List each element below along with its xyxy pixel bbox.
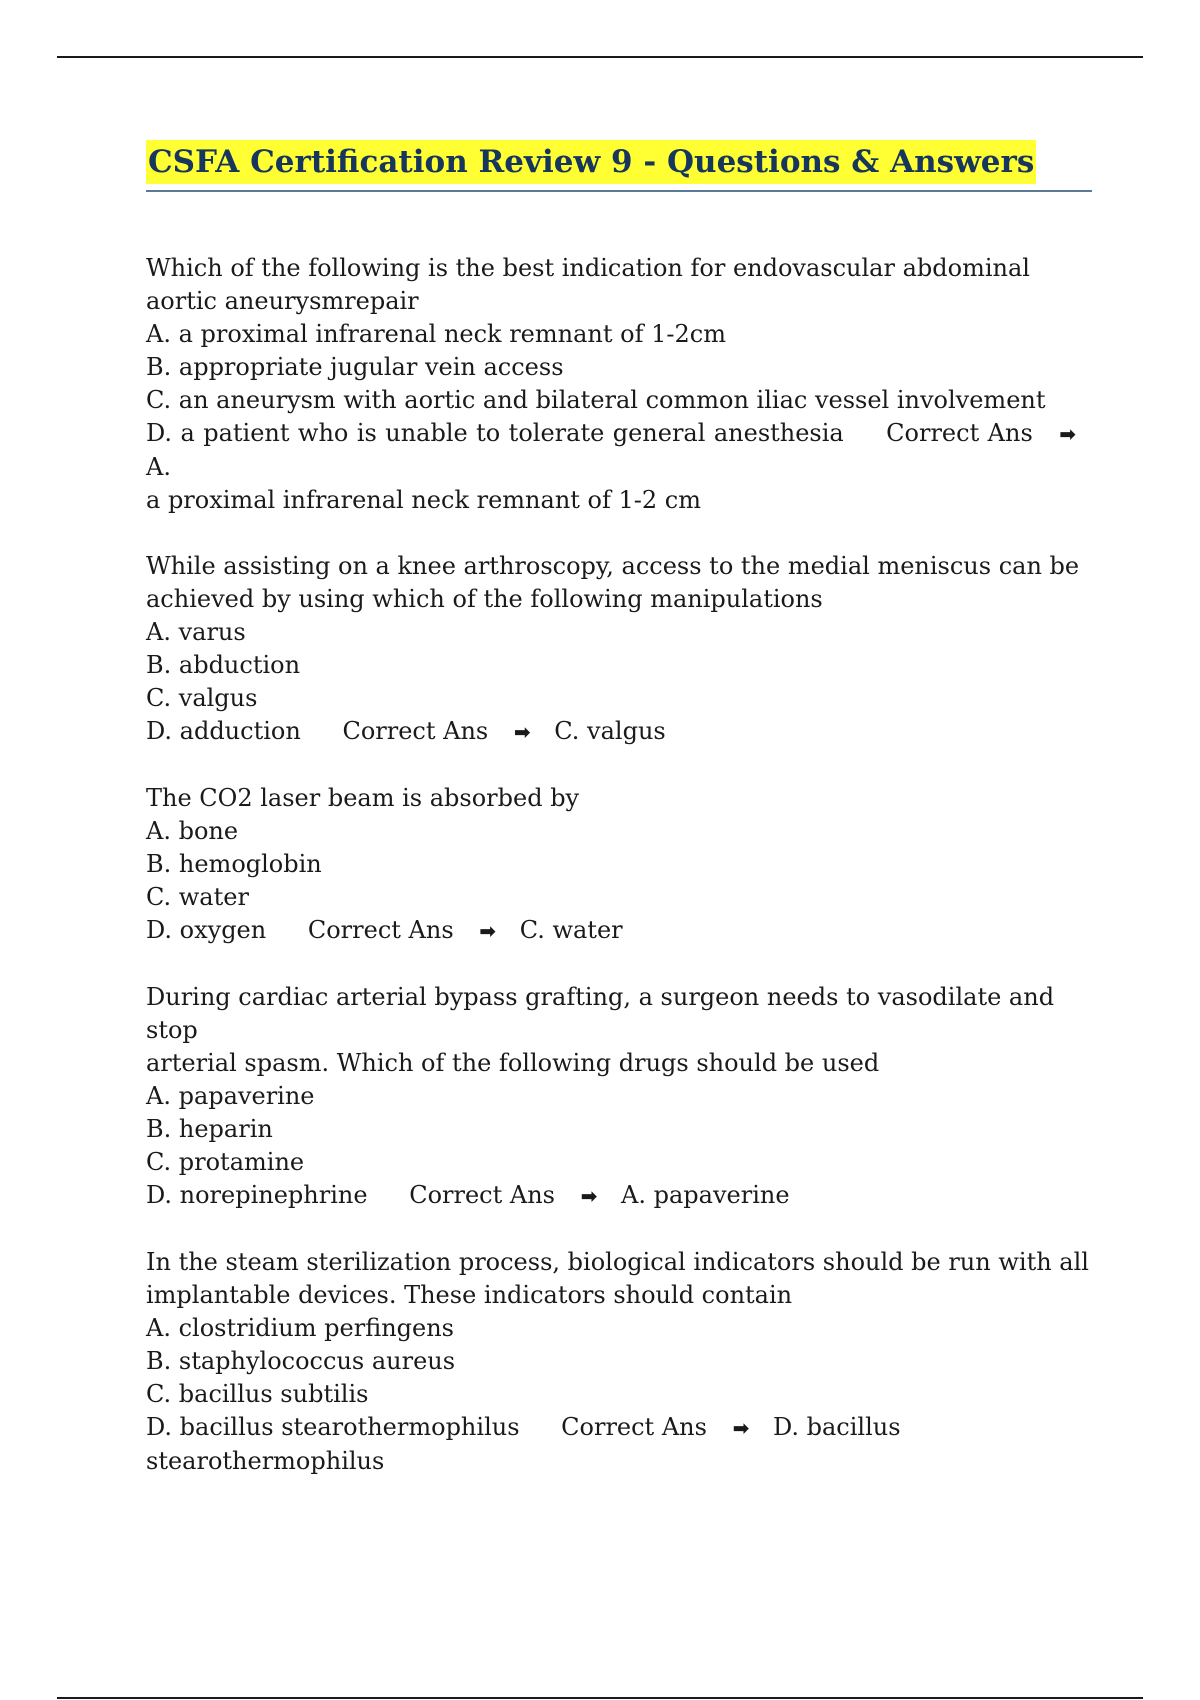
answer-option: A. varus — [146, 618, 246, 646]
question-block — [146, 1246, 1092, 1478]
question-stem: While assisting on a knee arthroscopy, access to the medial meniscus can be — [146, 552, 1080, 580]
answer-option: A. papaverine — [146, 1082, 315, 1110]
answer-option: A. a proximal infrarenal neck remnant of 1-2cm — [146, 320, 726, 348]
answer-option: D. adduction — [146, 717, 301, 745]
correct-answer-label: Correct Ans — [886, 419, 1033, 447]
header-rule — [57, 56, 1143, 58]
answer-option: A. clostridium perfingens — [146, 1314, 454, 1342]
question-stem: achieved by using which of the following manipulations — [146, 585, 823, 613]
correct-answer: D. bacillus — [772, 1413, 901, 1441]
answer-option: C. an aneurysm with aortic and bilateral common iliac vessel involvement — [146, 386, 1046, 414]
footer-rule — [57, 1697, 1143, 1699]
answer-line — [146, 1179, 1092, 1213]
answer-option: D. norepinephrine — [146, 1181, 368, 1209]
correct-answer: C. water — [519, 916, 623, 944]
answer-option: D. bacillus stearothermophilus — [146, 1413, 520, 1441]
correct-answer: A. — [146, 453, 171, 481]
question-stem: In the steam sterilization process, biological indicators should be run with all — [146, 1248, 1089, 1276]
answer-option: D. a patient who is unable to tolerate general anesthesia — [146, 419, 844, 447]
correct-answer: C. valgus — [554, 717, 666, 745]
answer-option: B. abduction — [146, 651, 301, 679]
answer-option: D. oxygen — [146, 916, 267, 944]
answer-line — [146, 1411, 1092, 1445]
answer-line — [146, 914, 1092, 948]
question-block — [146, 981, 1092, 1213]
right-arrow-icon: ➡ — [479, 919, 497, 943]
answer-option: C. valgus — [146, 684, 258, 712]
correct-answer: A. papaverine — [621, 1181, 790, 1209]
question-stem: implantable devices. These indicators should contain — [146, 1281, 793, 1309]
title-block — [146, 140, 1092, 192]
question-stem: Which of the following is the best indication for endovascular abdominal — [146, 254, 1030, 282]
document-title: CSFA Certification Review 9 - Questions & Answers — [146, 140, 1036, 184]
question-stem: The CO2 laser beam is absorbed by — [146, 784, 580, 812]
document-body — [146, 140, 1092, 1511]
answer-option: C. protamine — [146, 1148, 305, 1176]
answer-option: A. bone — [146, 817, 239, 845]
correct-answer: a proximal infrarenal neck remnant of 1-2 cm — [146, 486, 701, 514]
answer-option: C. water — [146, 883, 249, 911]
correct-answer: stearothermophilus — [146, 1447, 385, 1475]
right-arrow-icon: ➡ — [732, 1416, 750, 1440]
correct-answer-label: Correct Ans — [561, 1413, 707, 1441]
answer-option: B. appropriate jugular vein access — [146, 353, 564, 381]
correct-answer-label: Correct Ans — [409, 1181, 555, 1209]
answer-option: C. bacillus subtilis — [146, 1380, 369, 1408]
question-stem: arterial spasm. Which of the following drugs should be used — [146, 1049, 880, 1077]
right-arrow-icon: ➡ — [513, 720, 531, 744]
answer-line — [146, 417, 1092, 484]
right-arrow-icon: ➡ — [580, 1184, 598, 1208]
answer-line — [146, 715, 1092, 749]
correct-answer-label: Correct Ans — [307, 916, 454, 944]
answer-option: B. hemoglobin — [146, 850, 322, 878]
question-block — [146, 550, 1092, 749]
right-arrow-icon: ➡ — [1059, 422, 1076, 446]
question-stem: During cardiac arterial bypass grafting, a surgeon needs to vasodilate and stop — [146, 983, 1055, 1044]
answer-option: B. heparin — [146, 1115, 273, 1143]
correct-answer-label: Correct Ans — [342, 717, 489, 745]
question-block — [146, 252, 1092, 517]
question-block — [146, 782, 1092, 948]
answer-option: B. staphylococcus aureus — [146, 1347, 456, 1375]
question-stem: aortic aneurysmrepair — [146, 287, 419, 315]
